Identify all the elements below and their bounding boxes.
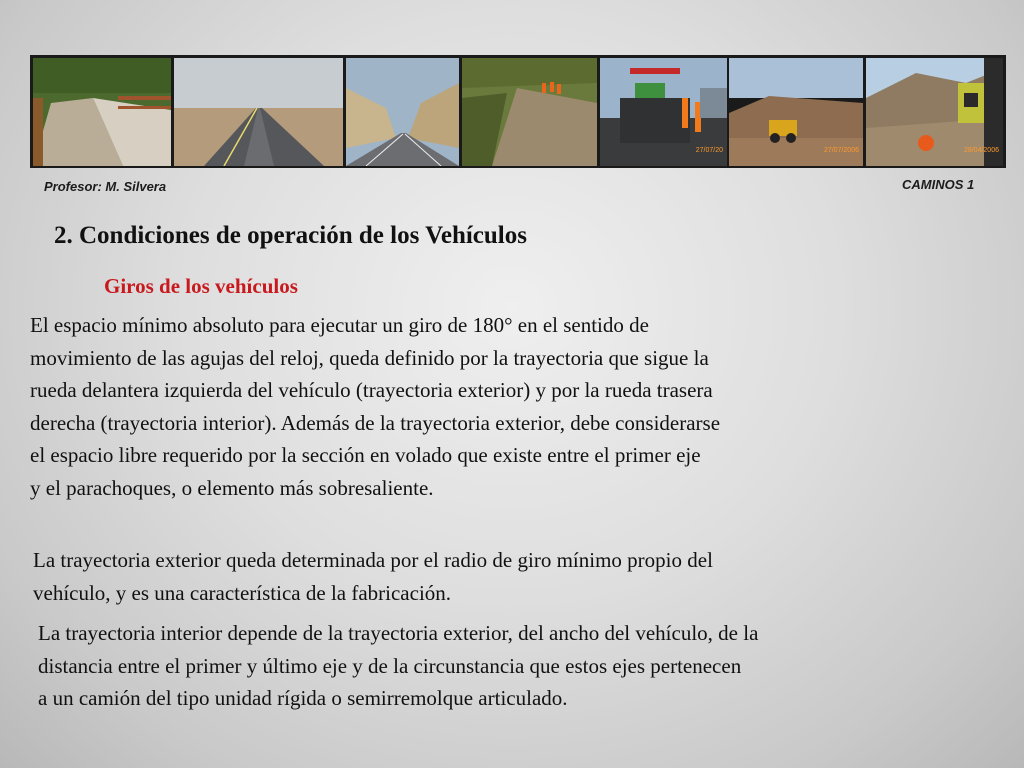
professor-label: Profesor: M. Silvera (44, 179, 167, 194)
workers-road-photo (462, 58, 597, 166)
bridge-road-photo (33, 58, 171, 166)
text-line: La trayectoria exterior queda determinada por el radio de giro mínimo propio del (33, 548, 713, 572)
slide-title: 2. Condiciones de operación de los Vehículos (54, 222, 527, 249)
text-line: rueda delantera izquierda del vehículo (trayectoria exterior) y por la rueda trasera (30, 378, 713, 402)
loader-photo (729, 58, 863, 166)
text-line: distancia entre el primer y último eje y de la circunstancia que estos ejes pertenecen (38, 653, 742, 678)
highway-photo (174, 58, 343, 166)
text-line: y el parachoques, o elemento más sobresaliente. (30, 475, 434, 500)
text-line: El espacio mínimo absoluto para ejecutar un giro de 180° en el sentido de (30, 313, 649, 337)
text-line: movimiento de las agujas del reloj, queda definido por la trayectoria que sigue la (30, 345, 709, 370)
course-label: CAMINOS 1 (902, 177, 975, 192)
text-line: vehículo, y es una característica de la fabricación. (33, 580, 452, 605)
photo-date-stamp: 27/07/20 (695, 147, 723, 154)
surveyor-photo (866, 58, 1003, 166)
photo-date-stamp: 27/07/2006 (823, 147, 859, 154)
text-line: La trayectoria interior depende de la trayectoria exterior, del ancho del vehículo, de la (38, 621, 759, 645)
road-cut-photo (346, 58, 459, 166)
text-line: a un camión del tipo unidad rígida o semirremolque articulado. (38, 686, 568, 710)
text-line: el espacio libre requerido por la sección en volado que existe entre el primer eje (30, 443, 701, 467)
paving-machine-photo (600, 58, 727, 166)
slide-subtitle: Giros de los vehículos (104, 274, 298, 298)
photo-strip (30, 55, 1006, 168)
paragraph-outer-path (33, 544, 1023, 609)
text-line: derecha (trayectoria interior). Además de la trayectoria exterior, debe considerarse (30, 410, 721, 435)
photo-date-stamp: 28/04/2006 (963, 147, 999, 154)
paragraph-turning-space (30, 309, 1020, 504)
paragraph-inner-path (38, 617, 1023, 715)
